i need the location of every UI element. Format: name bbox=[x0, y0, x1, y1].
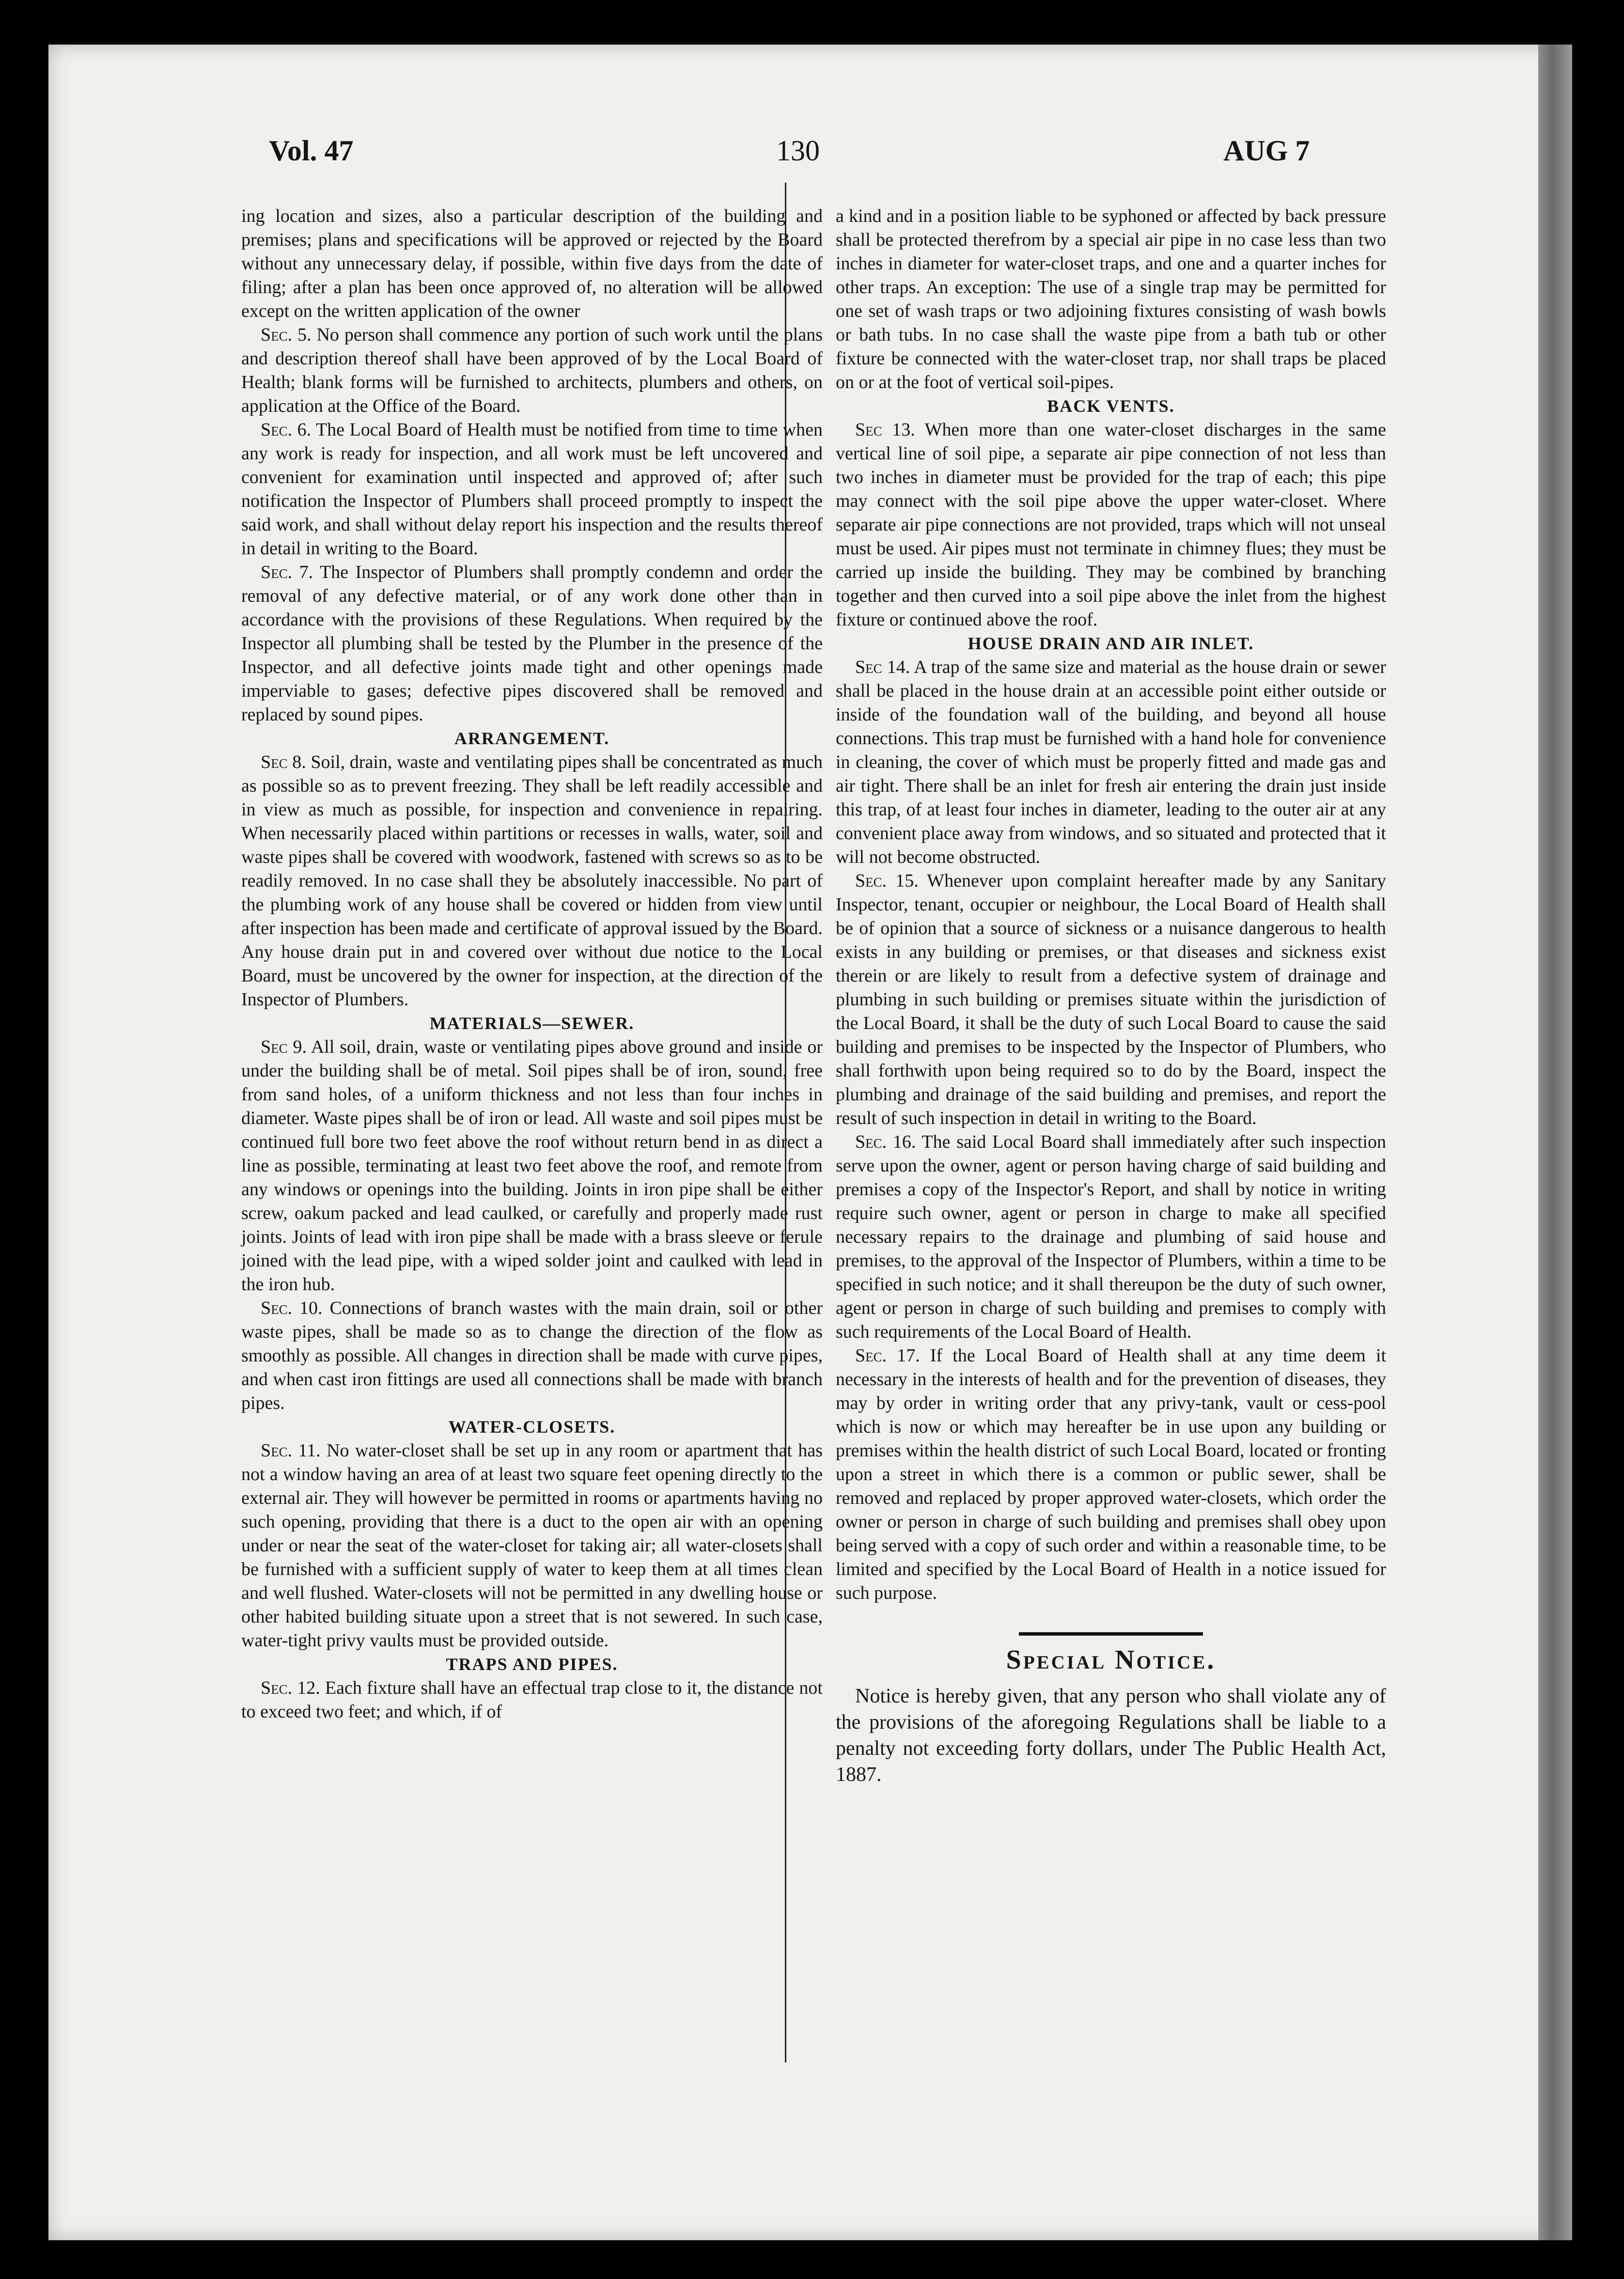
section-5 bbox=[241, 323, 823, 418]
heading-back-vents: BACK VENTS. bbox=[1047, 396, 1175, 416]
section-text: Soil, drain, waste and ventilating pipes shall be concentrated as much as possible so as to prevent freezing. They shall be left readily accessible and in view as much as possible, for inspection and convenience in repairing. When necessarily placed within partitions or recesses in walls, water, soil and waste pipes shall be covered with woodwork, fastened with screws so as to be readily removed. In no case shall they be absolutely inaccessible. No part of the plumbing work of any house shall be covered or hidden from view until after inspection has been made and certificate of approval issued by the Board. Any house drain put in and covered over without due notice to the Local Board, must be uncovered by the owner for inspection, at the direction of the Inspector of Plumbers. bbox=[241, 752, 823, 1010]
book-page bbox=[48, 45, 1572, 2240]
section-text: A trap of the same size and material as the house drain or sewer shall be placed in the house drain at an accessible point either outside or inside of the foundation wall of the building, and beyond all house connections. This trap must be furnished with a hand hole for convenience in cleaning, the cover of which must be properly fitted and made gas and air tight. There shall be an inlet for fresh air entering the drain just inside this trap, of at least four inches in diameter, leading to the outer air at any convenient place away from windows, and so situated and protected that it will not become obstructed. bbox=[836, 657, 1387, 867]
volume-label: Vol. 47 bbox=[269, 135, 354, 167]
section-15 bbox=[836, 869, 1386, 1130]
heading-house-drain: HOUSE DRAIN AND AIR INLET. bbox=[968, 634, 1254, 653]
section-label: Sec. 10. bbox=[261, 1298, 323, 1318]
section-text: No person shall commence any portion of such work until the plans and description thereof shall have been approved of by the Local Board of Health; blank forms will be furnished to architects, plumbers and others, on application at the Office of the Board. bbox=[241, 325, 823, 416]
page-header bbox=[48, 45, 1572, 190]
heading-water-closets: WATER-CLOSETS. bbox=[448, 1417, 616, 1436]
continued-paragraph: a kind and in a position liable to be syphoned or affected by back pressure shall be protected therefrom by a special air pipe in no case less than two inches in diameter for water-closet traps, and one and a quarter inches for other traps. An exception: The use of a single trap may be permitted for one set of wash traps or two adjoining fixtures consisting of wash bowls or bath tubs. In no case shall the waste pipe from a bath tub or other fixture be connected with the water-closet trap, nor shall traps be placed on or at the foot of vertical soil-pipes. bbox=[836, 206, 1386, 392]
section-text: The Local Board of Health must be notified from time to time when any work is ready for inspection, and all work must be left uncovered and convenient for examination until inspected and approved of; after such notification the Inspector of Plumbers shall proceed promptly to inspect the said work, and shall without delay report his inspection and the results thereof in detail in writing to the Board. bbox=[241, 420, 823, 559]
section-label: Sec. 16. bbox=[855, 1132, 916, 1152]
right-column bbox=[836, 204, 1386, 1788]
section-14 bbox=[836, 656, 1386, 869]
issue-date: AUG 7 bbox=[1223, 135, 1310, 167]
section-label: Sec 8. bbox=[261, 752, 306, 772]
section-label: Sec 13. bbox=[855, 420, 915, 440]
heading-materials-sewer: MATERIALS—SEWER. bbox=[429, 1014, 635, 1033]
page-number: 130 bbox=[776, 135, 820, 167]
section-label: Sec. 7. bbox=[261, 562, 313, 582]
section-17 bbox=[836, 1344, 1386, 1605]
section-label: Sec. 17. bbox=[855, 1345, 920, 1366]
section-text: If the Local Board of Health shall at any time deem it necessary in the interests of health and for the prevention of diseases, they may by order in writing order that any privy-tank, vault or cess-pool which is now or which may hereafter be in use upon any building or premises within the health district of such Local Board, located or fronting upon a street in which there is a common or public sewer, shall be removed and replaced by proper approved water-closets, which order the owner or person in charge of such building and premises shall obey upon being served with a copy of such order and within a reasonable time, to be limited and specified by the Local Board of Health in a notice issued for such purpose. bbox=[836, 1345, 1387, 1603]
section-label: Sec 9. bbox=[261, 1037, 307, 1057]
section-label: Sec. 6. bbox=[261, 420, 312, 440]
section-text: When more than one water-closet discharges in the same vertical line of soil pipe, a separate air pipe connection of not less than two inches in diameter must be provided for the trap of each; this pipe may connect with the soil pipe above the upper water-closet. Where separate air pipe connections are not provided, traps which will not unseal must be used. Air pipes must not terminate in chimney flues; they must be carried up inside the building. They may be combined by branching together and then curved into a soil pipe above the inlet from the highest fixture or continued above the roof. bbox=[836, 420, 1386, 630]
left-column bbox=[241, 204, 823, 1724]
section-label: Sec. 11. bbox=[261, 1440, 321, 1461]
special-notice-title: Special Notice. bbox=[1006, 1645, 1216, 1675]
section-text: All soil, drain, waste or ventilating pipes above ground and inside or under the building shall be of metal. Soil pipes shall be of iron, sound, free from sand holes, of a uniform thickness and not less than four inches in diameter. Waste pipes shall be of iron or lead. All waste and soil pipes must be continued full bore two feet above the roof without return bend in as direct a line as possible, terminating at least two feet above the roof, and remote from any windows or openings into the building. Joints in iron pipe shall be either screw, oakum packed and lead caulked, or carefully and properly made rust joints. Joints of lead with iron pipe shall be made with a brass sleeve or ferule joined with the lead pipe, with a wiped solder joint and caulked with lead in the iron hub. bbox=[241, 1037, 823, 1295]
section-9 bbox=[241, 1035, 823, 1296]
section-text: No water-closet shall be set up in any room or apartment that has not a window having an area of at least two square feet opening directly to the external air. They will however be permitted in rooms or apartments having no such opening, providing that there is a duct to the open air with an opening under or near the seat of the water-closet for taking air; all water-closets shall be furnished with a sufficient supply of water to keep them at all times clean and well flushed. Water-closets will not be permitted in any dwelling house or other habited building situate upon a street that is not sewered. In such case, water-tight privy vaults must be provided outside. bbox=[241, 1440, 823, 1651]
section-text: The said Local Board shall immediately after such inspection serve upon the owner, agent or person having charge of said building and premises a copy of the Inspector's Report, and shall by notice in writing require such owner, agent or person in charge to make all specified necessary repairs to the drainage and plumbing of said house and premises, to the approval of the Inspector of Plumbers, within a time to be specified in such notice; and it shall thereupon be the duty of such owner, agent or person in charge of such building and premises to comply with such requirements of the Local Board of Health. bbox=[836, 1132, 1386, 1342]
section-8 bbox=[241, 750, 823, 1012]
section-label: Sec. 5. bbox=[261, 325, 312, 345]
notice-rule bbox=[1019, 1632, 1203, 1636]
continued-paragraph: ing location and sizes, also a particular description of the building and premises; plans and specifications will be approved or rejected by the Board without any unnecessary delay, if possible, within five days from the date of filing; after a plan has been once approved of, no alteration will be allowed except on the written application of the owner bbox=[241, 206, 823, 321]
page-edge bbox=[1538, 45, 1572, 2240]
section-text: Connections of branch wastes with the main drain, soil or other waste pipes, shall be made so as to change the direction of the flow as smoothly as possible. All changes in direction shall be made with curve pipes, and when cast iron fittings are used all connections shall be made with branch pipes. bbox=[241, 1298, 823, 1413]
heading-traps-and-pipes: TRAPS AND PIPES. bbox=[446, 1655, 618, 1674]
section-label: Sec. 12. bbox=[261, 1678, 320, 1698]
section-13 bbox=[836, 418, 1386, 632]
section-text: The Inspector of Plumbers shall promptly condemn and order the removal of any defective material, or of any work done other than in accordance with the provisions of these Regulations. When required by the Inspector all plumbing shall be tested by the Plumber in the presence of the Inspector, and all defective joints made tight and other openings made imperviable to gases; defective pipes discovered shall be removed and replaced by sound pipes. bbox=[241, 562, 823, 725]
section-12 bbox=[241, 1676, 823, 1724]
heading-arrangement: ARRANGEMENT. bbox=[454, 729, 610, 748]
section-16 bbox=[836, 1130, 1386, 1344]
special-notice-text: Notice is hereby given, that any person who shall violate any of the provisions of the aforegoing Regulations shall be liable to a penalty not exceeding forty dollars, under The Public Health Act, 1887. bbox=[836, 1685, 1386, 1786]
section-10 bbox=[241, 1296, 823, 1415]
section-label: Sec. 15. bbox=[855, 871, 919, 891]
section-text: Each fixture shall have an effectual trap close to it, the distance not to exceed two feet; and which, if of bbox=[241, 1678, 823, 1722]
section-label: Sec 14. bbox=[855, 657, 910, 677]
section-6 bbox=[241, 418, 823, 561]
section-11 bbox=[241, 1439, 823, 1653]
section-text: Whenever upon complaint hereafter made by any Sanitary Inspector, tenant, occupier or neighbour, the Local Board of Health shall be of opinion that a source of sickness or a nuisance dangerous to health exists in any building or premises, or that diseases and sickness exist therein or are likely to result from a defective system of drainage and plumbing in such building or premises situate within the jurisdiction of the Local Board, it shall be the duty of such Local Board to cause the said building and premises to be inspected by the Inspector of Plumbers, who shall forthwith upon being required so to do by the Board, inspect the plumbing and drainage of the said building and premises, and report the result of such inspection in detail in writing to the Board. bbox=[836, 871, 1386, 1128]
section-7 bbox=[241, 561, 823, 727]
